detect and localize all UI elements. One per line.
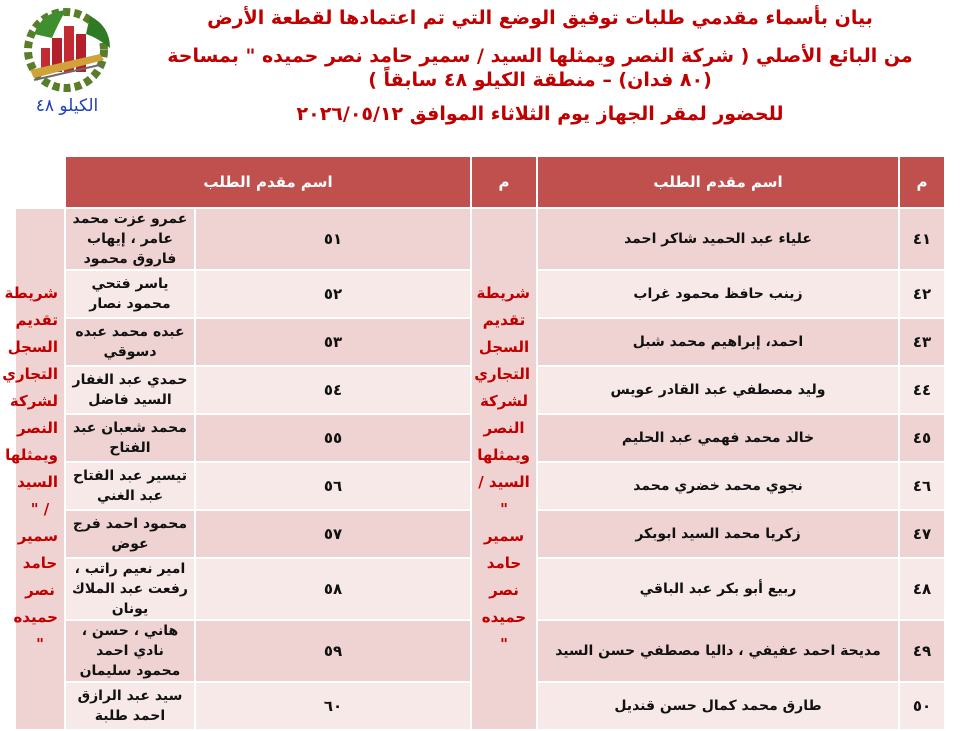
- row-number: ٥٤: [195, 366, 471, 414]
- row-number: ٤٧: [899, 510, 945, 558]
- applicant-name: ياسر فتحي محمود نصار: [65, 270, 195, 318]
- applicant-name: سيد عبد الرازق احمد طلبة: [65, 682, 195, 730]
- logo-caption: الكيلو ٤٨: [35, 96, 99, 116]
- row-number: ٥٨: [195, 558, 471, 620]
- applicant-name: طارق محمد كمال حسن قنديل: [537, 682, 899, 730]
- row-number: ٥٣: [195, 318, 471, 366]
- applicant-name: احمد، إبراهيم محمد شبل: [537, 318, 899, 366]
- title-line-2: من البائع الأصلي ( شركة النصر ويمثلها السيد / سمير حامد نصر حميده " بمساحة: [167, 45, 913, 67]
- col-header-name: اسم مقدم الطلب: [65, 156, 471, 208]
- applicant-name: تيسير عبد الفتاح عبد الغني: [65, 462, 195, 510]
- row-number: ٥٩: [195, 620, 471, 682]
- col-header-number: م: [899, 156, 945, 208]
- row-number: ٤٣: [899, 318, 945, 366]
- applicant-name: مديحة احمد عفيفي ، داليا مصطفي حسن السيد: [537, 620, 899, 682]
- row-number: ٥٢: [195, 270, 471, 318]
- applicant-name: محمد شعبان عبد الفتاح: [65, 414, 195, 462]
- applicant-name: ربيع أبو بكر عبد الباقي: [537, 558, 899, 620]
- title-line-4: للحضور لمقر الجهاز يوم الثلاثاء الموافق ٢٠٢٦/٠٥/١٢: [296, 103, 784, 125]
- row-number: ٤٥: [899, 414, 945, 462]
- applicants-table: [2, 155, 946, 731]
- applicant-name: هاني ، حسن ، نادي احمد محمود سليمان: [65, 620, 195, 682]
- row-number: ٤٢: [899, 270, 945, 318]
- applicant-name: زكريا محمد السيد ابوبكر: [537, 510, 899, 558]
- row-number: ٥٧: [195, 510, 471, 558]
- logo: [6, 4, 126, 118]
- row-number: ٤٩: [899, 620, 945, 682]
- row-number: ٥١: [195, 208, 471, 270]
- row-number: ٤١: [899, 208, 945, 270]
- row-number: ٤٤: [899, 366, 945, 414]
- condition-note: شريطة تقديم السجل التجاري لشركة النصر ويمثلها السيد / " سمير حامد نصر حميده ": [15, 208, 65, 730]
- applicant-name: محمود احمد فرج عوض: [65, 510, 195, 558]
- row-number: ٤٦: [899, 462, 945, 510]
- row-number: ٤٨: [899, 558, 945, 620]
- title-line-1: بيان بأسماء مقدمي طلبات توفيق الوضع التي تم اعتمادها لقطعة الأرض: [207, 7, 873, 29]
- row-number: ٦٠: [195, 682, 471, 730]
- row-number: ٥٠: [899, 682, 945, 730]
- city-logo-icon: [12, 4, 120, 96]
- applicant-name: خالد محمد فهمي عبد الحليم: [537, 414, 899, 462]
- row-number: ٥٦: [195, 462, 471, 510]
- col-header-number: م: [471, 156, 537, 208]
- applicant-name: وليد مصطفي عبد القادر عويس: [537, 366, 899, 414]
- document-header: [150, 2, 930, 126]
- condition-note: شريطة تقديم السجل التجاري لشركة النصر ويمثلها السيد / " سمير حامد نصر حميده ": [471, 208, 537, 730]
- applicant-name: علياء عبد الحميد شاكر احمد: [537, 208, 899, 270]
- table-row: [15, 208, 945, 270]
- table-header-row: [15, 156, 945, 208]
- row-number: ٥٥: [195, 414, 471, 462]
- applicant-name: نجوي محمد خضري محمد: [537, 462, 899, 510]
- applicant-name: عمرو عزت محمد عامر ، إيهاب فاروق محمود: [65, 208, 195, 270]
- title-line-3: (٨٠ فدان) – منطقة الكيلو ٤٨ سابقاً ): [368, 69, 712, 91]
- applicant-name: عبده محمد عبده دسوقي: [65, 318, 195, 366]
- col-header-name: اسم مقدم الطلب: [537, 156, 899, 208]
- applicant-name: حمدي عبد الغفار السيد فاضل: [65, 366, 195, 414]
- applicant-name: امير نعيم راتب ، رفعت عبد الملاك يونان: [65, 558, 195, 620]
- applicant-name: زينب حافظ محمود غراب: [537, 270, 899, 318]
